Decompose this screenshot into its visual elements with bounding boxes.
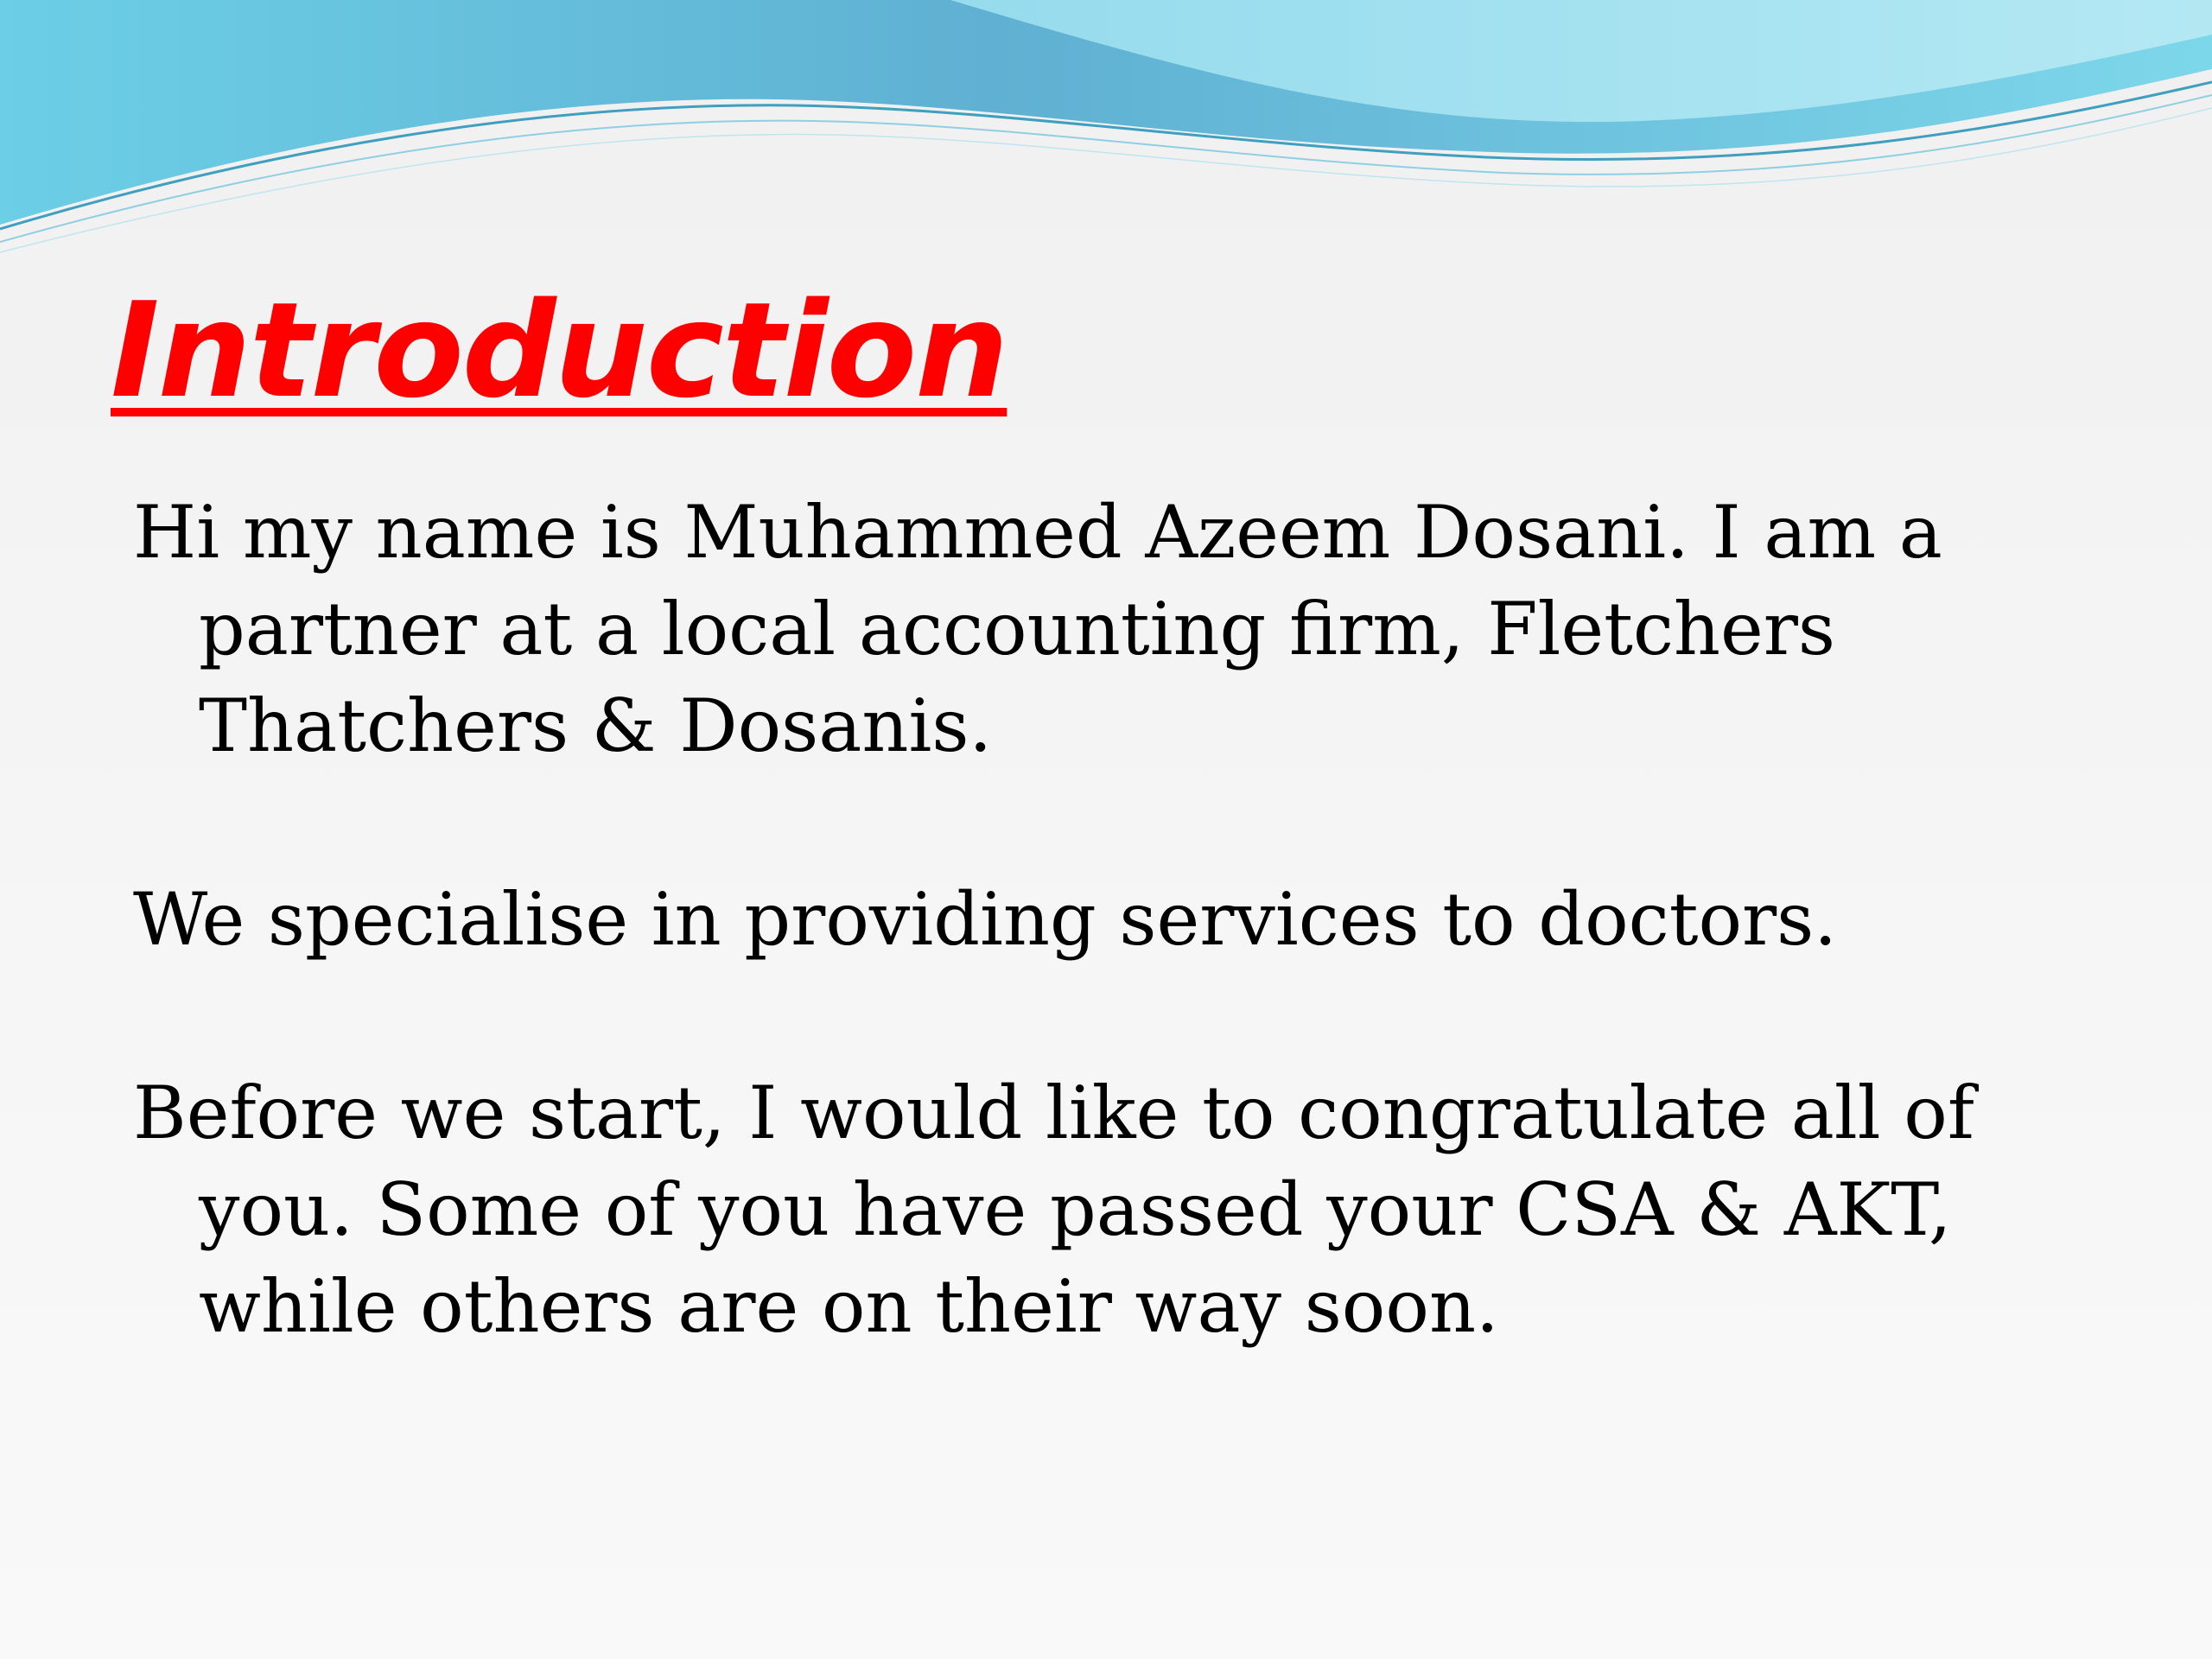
specialisation-paragraph: We specialise in providing services to doctors. bbox=[133, 877, 1837, 962]
intro-paragraph: Hi my name is Muhammed Azeem Dosani. I am a partner at a local accounting firm, Fletchers Thatchers & Dosanis. bbox=[133, 490, 1942, 768]
slide-body bbox=[133, 484, 2120, 1452]
slide-title: Introduction bbox=[111, 274, 1007, 427]
congratulations-paragraph: Before we start, I would like to congratulate all of you. Some of you have passed your CSA & AKT, while others are on their way soon. bbox=[133, 1071, 1974, 1349]
decorative-wave-banner bbox=[0, 0, 2212, 259]
